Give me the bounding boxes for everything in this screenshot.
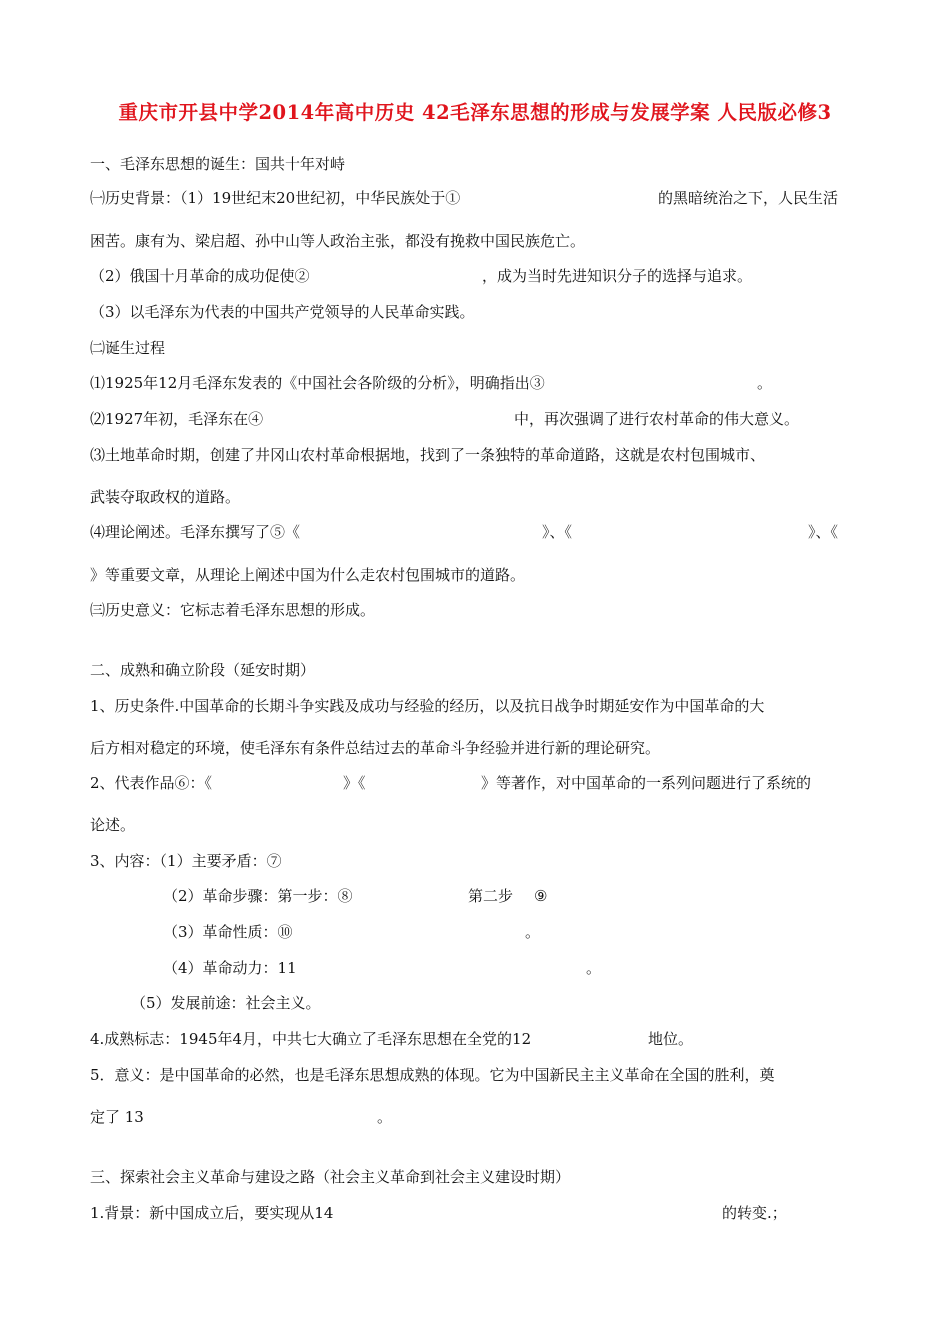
- text-line: （4）革命动力：11: [163, 959, 297, 977]
- text-line: 1.背景：新中国成立后，要实现从14: [90, 1204, 334, 1222]
- text-line-tail: ，成为当时先进知识分子的选择与追求。: [482, 267, 753, 285]
- text-line-tail: 的转变.；: [722, 1204, 787, 1222]
- text-line: 论述。: [90, 816, 136, 834]
- text-line-tail: 。: [586, 959, 602, 977]
- subheading: ㈡诞生过程: [90, 339, 166, 357]
- text-line-tail: 中，再次强调了进行农村革命的伟大意义。: [514, 410, 800, 428]
- text-line: 武装夺取政权的道路。: [90, 488, 241, 506]
- text-line: （3）革命性质：⑩: [163, 923, 293, 941]
- page-title: 重庆市开县中学2014年高中历史 42毛泽东思想的形成与发展学案 人民版必修3: [118, 101, 832, 124]
- text-line-mid: 》《: [343, 774, 366, 792]
- text-line: （3）以毛泽东为代表的中国共产党领导的人民革命实践。: [90, 303, 475, 321]
- text-line: 5．意义：是中国革命的必然，也是毛泽东思想成熟的体现。它为中国新民主主义革命在全国的胜利，奠: [90, 1066, 775, 1084]
- text-line-tail: 。: [377, 1108, 393, 1126]
- text-line: （5）发展前途：社会主义。: [131, 994, 321, 1012]
- text-line-tail: ⑨: [534, 887, 548, 905]
- text-line-tail: 。: [757, 374, 773, 392]
- text-line-tail: 》、《: [808, 523, 839, 541]
- text-line: 3、内容：（1）主要矛盾：⑦: [90, 852, 282, 870]
- text-line: ⑵1927年初，毛泽东在④: [90, 410, 264, 428]
- text-line-tail: 。: [525, 923, 541, 941]
- text-line: 1、历史条件.中国革命的长期斗争实践及成功与经验的经历，以及抗日战争时期延安作为中国革命的大: [90, 697, 765, 715]
- text-line: 定了 13: [90, 1108, 144, 1126]
- section-heading-1: 一、毛泽东思想的诞生：国共十年对峙: [90, 155, 346, 173]
- section-heading-2: 二、成熟和确立阶段（延安时期）: [90, 661, 316, 679]
- text-line: ⑷理论阐述。毛泽东撰写了⑤《: [90, 523, 301, 541]
- text-line: 4.成熟标志：1945年4月，中共七大确立了毛泽东思想在全党的12: [90, 1030, 532, 1048]
- text-line: ⑶土地革命时期，创建了井冈山农村革命根据地，找到了一条独特的革命道路，这就是农村包围城市、: [90, 446, 766, 464]
- text-line: 》等重要文章，从理论上阐述中国为什么走农村包围城市的道路。: [90, 566, 526, 584]
- text-line: （2）俄国十月革命的成功促使②: [90, 267, 310, 285]
- text-line-mid: 》、《: [542, 523, 573, 541]
- text-line: ㈢历史意义：它标志着毛泽东思想的形成。: [90, 601, 376, 619]
- text-line-tail: 地位。: [648, 1030, 694, 1048]
- text-line: 2、代表作品⑥：《: [90, 774, 213, 792]
- text-line-tail: 》等著作，对中国革命的一系列问题进行了系统的: [481, 774, 812, 792]
- text-line: 困苦。康有为、梁启超、孙中山等人政治主张，都没有挽救中国民族危亡。: [90, 232, 586, 250]
- text-line-mid: 第二步: [468, 887, 514, 905]
- text-line-tail: 的黑暗统治之下，人民生活: [658, 189, 839, 207]
- text-line: ㈠历史背景：（1）19世纪末20世纪初，中华民族处于①: [90, 189, 461, 207]
- text-line: 后方相对稳定的环境，使毛泽东有条件总结过去的革命斗争经验并进行新的理论研究。: [90, 739, 661, 757]
- text-line: ⑴1925年12月毛泽东发表的《中国社会各阶级的分析》，明确指出③: [90, 374, 545, 392]
- section-heading-3: 三、探索社会主义革命与建设之路（社会主义革命到社会主义建设时期）: [90, 1168, 571, 1186]
- text-line: （2）革命步骤：第一步：⑧: [163, 887, 353, 905]
